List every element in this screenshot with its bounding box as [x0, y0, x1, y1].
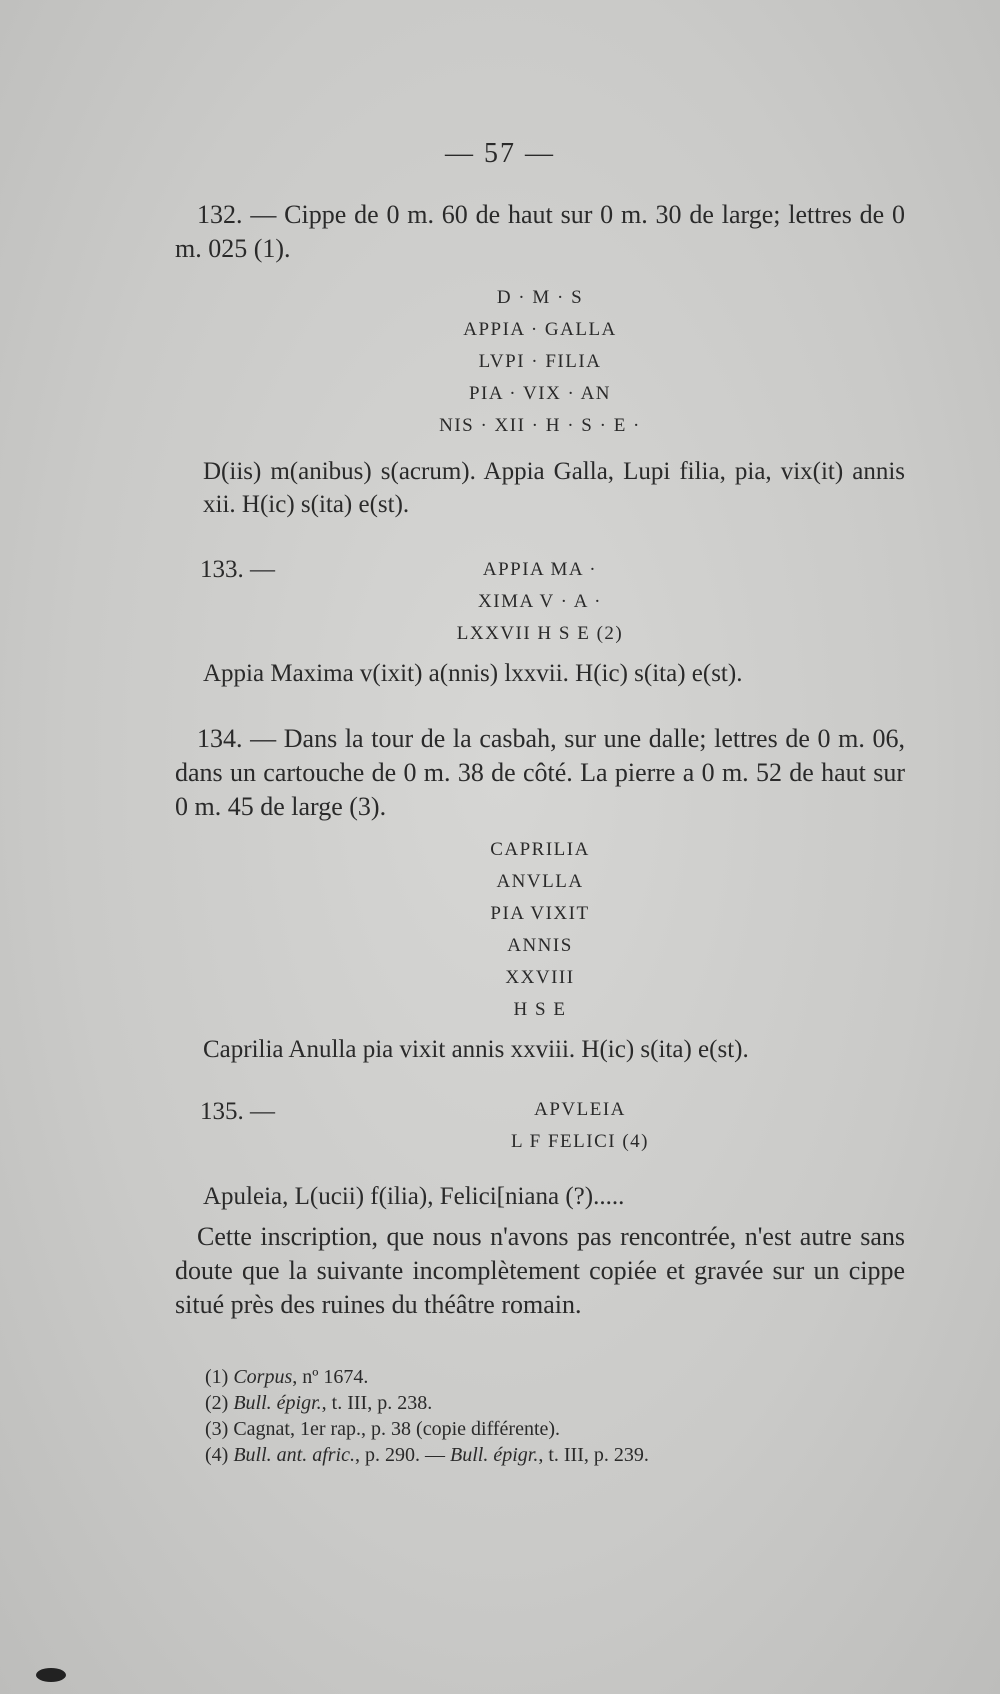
footnote-3: [175, 1416, 905, 1442]
entry-133-number: 133. —: [200, 556, 275, 583]
footnote-text: Cagnat, 1er rap., p. 38 (copie différente).: [233, 1418, 561, 1440]
footnote-text: , p. 290. —: [355, 1444, 450, 1466]
inscription-line: ANNIS: [507, 935, 573, 956]
footnote-label: (1): [205, 1366, 229, 1388]
entry-132: [175, 198, 905, 266]
footnote-text: , nº 1674.: [292, 1366, 369, 1388]
entry-134-translation: Caprilia Anulla pia vixit annis xxviii. H(ic) s(ita) e(st).: [203, 1036, 749, 1063]
entry-132-intro: 132. — Cippe de 0 m. 60 de haut sur 0 m. 30 de large; lettres de 0 m. 025 (1).: [175, 200, 905, 263]
ink-blot: [36, 1668, 66, 1682]
entry-134-inscription: [175, 834, 905, 1026]
footnote-ref: Corpus: [233, 1366, 293, 1388]
inscription-line: D · M · S: [496, 287, 584, 308]
footnote-ref: Bull. épigr.: [233, 1392, 322, 1414]
footnote-ref: Bull. épigr.: [450, 1444, 539, 1466]
inscription-line: PIA VIXIT: [490, 903, 590, 924]
footnote-2: [175, 1390, 905, 1416]
entry-135-inscription: [215, 1094, 945, 1158]
entry-132-inscription: [175, 282, 905, 442]
footnote-label: (4): [205, 1444, 229, 1466]
inscription-line: H S E: [513, 999, 567, 1020]
entry-135-comment: Cette inscription, que nous n'avons pas rencontrée, n'est autre sans doute que la suivante incomplètement copiée et gravée sur un cippe situé près des ruines du théâtre romain.: [175, 1222, 905, 1319]
inscription-line: APPIA · GALLA: [463, 319, 617, 340]
entry-132-translation: D(iis) m(anibus) s(acrum). Appia Galla, Lupi filia, pia, vix(it) annis xii. H(ic) s(ita) e(st).: [203, 458, 905, 518]
entry-133-inscription: [175, 554, 905, 650]
footnote-4: [175, 1442, 905, 1468]
entry-133-translation-wrap: [175, 657, 905, 690]
entry-134-intro: 134. — Dans la tour de la casbah, sur une dalle; lettres de 0 m. 06, dans un cartouche de 0 m. 38 de côté. La pierre a 0 m. 52 de haut sur 0 m. 45 de large (3).: [175, 724, 905, 821]
entry-134-translation-wrap: [175, 1033, 905, 1066]
inscription-line: ANVLLA: [496, 871, 584, 892]
footnote-label: (2): [205, 1392, 229, 1414]
footnote-1: [175, 1364, 905, 1390]
inscription-line: XIMA V · A ·: [478, 591, 602, 612]
inscription-line: PIA · VIX · AN: [468, 383, 612, 404]
inscription-line: APPIA MA ·: [482, 559, 598, 580]
page-number: — 57 —: [445, 138, 555, 169]
inscription-line: LXXVII H S E (2): [456, 623, 624, 644]
entry-133-translation: Appia Maxima v(ixit) a(nnis) lxxvii. H(ic) s(ita) e(st).: [203, 660, 743, 687]
footnote-text: , t. III, p. 238.: [321, 1392, 433, 1414]
inscription-line: LVPI · FILIA: [478, 351, 602, 372]
entry-135-translation: Apuleia, L(ucii) f(ilia), Felici[niana (?).....: [203, 1183, 625, 1210]
footnote-label: (3): [205, 1418, 229, 1440]
entry-135-translation-wrap: [175, 1180, 905, 1213]
entry-134: [175, 722, 905, 824]
entry-135-number: 135. —: [200, 1098, 275, 1125]
inscription-line: XXVIII: [505, 967, 575, 988]
entry-135-comment-wrap: [175, 1220, 905, 1322]
entry-132-translation-wrap: [175, 455, 905, 521]
inscription-line: L F FELICI (4): [511, 1131, 649, 1152]
inscription-line: APVLEIA: [534, 1099, 626, 1120]
footnote-ref: Bull. ant. afric.: [233, 1444, 355, 1466]
inscription-line: NIS · XII · H · S · E ·: [439, 415, 641, 436]
footnotes: [175, 1364, 905, 1468]
footnote-text: , t. III, p. 239.: [538, 1444, 649, 1466]
inscription-line: CAPRILIA: [490, 839, 590, 860]
